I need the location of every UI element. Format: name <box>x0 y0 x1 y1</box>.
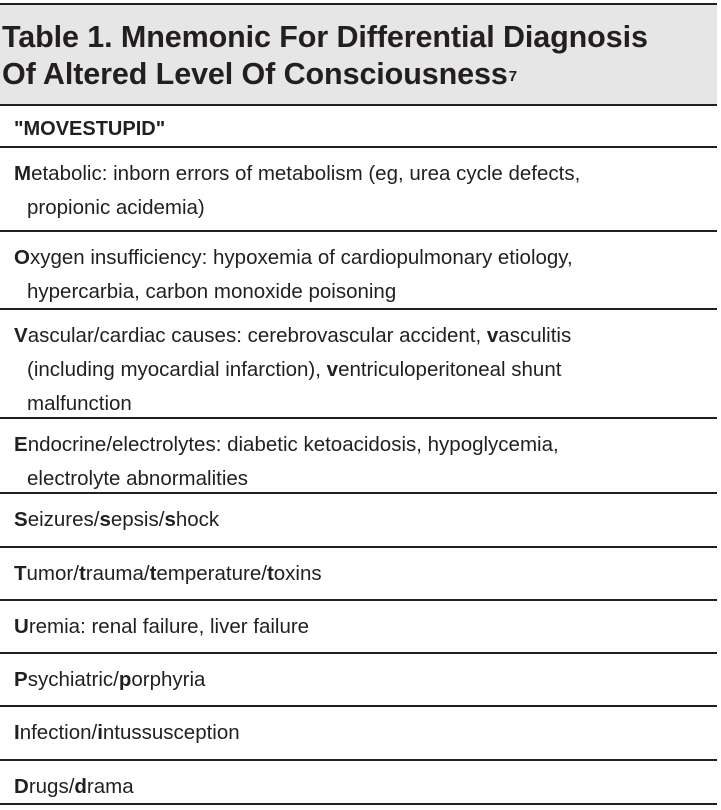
mnemonic-letter: M <box>14 162 32 185</box>
row-text: remia: renal failure, liver failure <box>28 615 310 638</box>
row-text: entriculoperitoneal shunt <box>338 358 562 381</box>
table-row <box>0 548 717 601</box>
row-text: ndocrine/electrolytes: diabetic ketoacidosis, hypoglycemia, <box>27 433 559 456</box>
row-text-line <box>14 157 717 191</box>
row-text: ascular/cardiac causes: cerebrovascular accident, <box>27 324 487 347</box>
row-text-line <box>14 462 717 496</box>
mnemonic-letter: v <box>326 358 339 381</box>
row-text: rama <box>86 775 134 798</box>
mnemonic-letter: s <box>164 508 176 531</box>
row-text-line <box>14 610 717 644</box>
mnemonic-letter: I <box>14 721 20 744</box>
row-text-line <box>14 241 717 275</box>
mnemonic-letter: P <box>14 668 28 691</box>
row-text: electrolyte abnormalities <box>27 467 249 490</box>
mnemonic-letter: S <box>14 508 28 531</box>
table-row <box>0 419 717 494</box>
table-body <box>0 148 717 805</box>
row-text: propionic acidemia) <box>27 196 205 219</box>
reference-superscript: 7 <box>508 68 517 85</box>
table-row <box>0 761 717 805</box>
row-text-line <box>14 319 717 353</box>
row-text-line <box>14 275 717 309</box>
table-row <box>0 601 717 654</box>
mnemonic-letter: O <box>14 246 30 269</box>
mnemonic-letter: p <box>118 668 132 691</box>
mnemonic-letter: i <box>97 721 103 744</box>
mnemonic-letter: D <box>14 775 29 798</box>
row-text: eizures/ <box>27 508 100 531</box>
mnemonic-letter: t <box>78 562 86 585</box>
table-row <box>0 707 717 761</box>
row-text: epsis/ <box>110 508 165 531</box>
mnemonic-letter: d <box>74 775 87 798</box>
row-text: ntussusception <box>102 721 240 744</box>
mnemonic-letter: v <box>486 324 499 347</box>
table-row <box>0 494 717 548</box>
row-text: nfection/ <box>19 721 98 744</box>
mnemonic-letter: T <box>14 562 27 585</box>
mnemonic-table <box>0 3 717 805</box>
row-text: (including myocardial infarction), <box>27 358 327 381</box>
mnemonic-letter: U <box>14 615 29 638</box>
title-line-2: Of Altered Level Of Consciousness <box>2 57 508 91</box>
row-text-line <box>14 770 717 804</box>
row-text: etabolic: inborn errors of metabolism (eg, urea cycle defects, <box>31 162 581 185</box>
row-text-line <box>14 503 717 537</box>
row-text-line <box>14 353 717 387</box>
row-text: xygen insufficiency: hypoxemia of cardiopulmonary etiology, <box>29 246 573 269</box>
table-header <box>0 5 717 106</box>
mnemonic-row <box>0 106 717 148</box>
row-text: orphyria <box>131 668 206 691</box>
title-line-1: Table 1. Mnemonic For Differential Diagnosis <box>2 20 648 54</box>
row-text-line <box>14 387 717 421</box>
row-text: hock <box>175 508 220 531</box>
row-text-line <box>14 663 717 697</box>
table-row <box>0 310 717 419</box>
row-text: rauma/ <box>85 562 150 585</box>
table-row <box>0 232 717 310</box>
table-title <box>2 19 717 93</box>
row-text: sychiatric/ <box>27 668 119 691</box>
row-text-line <box>14 557 717 591</box>
row-text: emperature/ <box>156 562 267 585</box>
mnemonic-letter: t <box>149 562 157 585</box>
row-text-line <box>14 428 717 462</box>
row-text: rugs/ <box>28 775 75 798</box>
table-row <box>0 654 717 707</box>
mnemonic-letter: t <box>266 562 274 585</box>
row-text-line <box>14 716 717 750</box>
mnemonic-label: "MOVESTUPID" <box>14 118 166 140</box>
mnemonic-letter: V <box>14 324 28 347</box>
mnemonic-letter: E <box>14 433 28 456</box>
row-text: hypercarbia, carbon monoxide poisoning <box>27 280 397 303</box>
row-text: oxins <box>273 562 322 585</box>
row-text: umor/ <box>26 562 79 585</box>
table-row <box>0 148 717 232</box>
row-text: malfunction <box>27 392 132 415</box>
row-text: asculitis <box>498 324 572 347</box>
row-text-line <box>14 191 717 225</box>
mnemonic-letter: s <box>99 508 111 531</box>
